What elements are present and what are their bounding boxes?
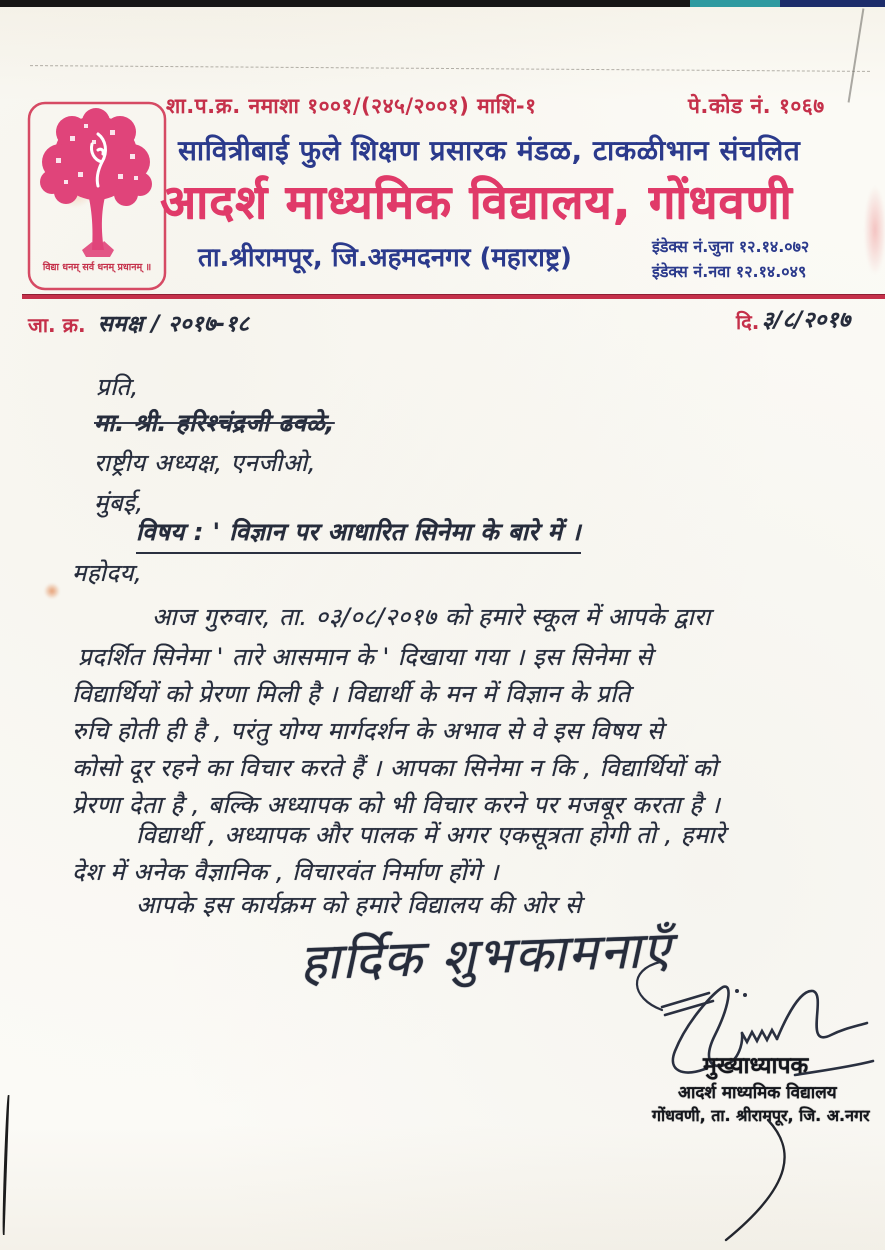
body-line: विद्यार्थी , अध्यापक और पालक में अगर एकसूत्रता होगी तो , हमारे <box>136 821 726 849</box>
body-line: आज गुरुवार, ता. ०३/०८/२०१७ को हमारे स्कूल में आपके द्वारा <box>152 603 711 631</box>
salutation: महोदय, <box>72 559 143 587</box>
society-line: सावित्रीबाई फुले शिक्षण प्रसारक मंडळ, टाकळीभान संचलित <box>178 134 801 167</box>
subject-line: विषय : ' विज्ञान पर आधारित सिनेमा के बारे में । <box>136 515 581 554</box>
body-line: प्रेरणा देता है , बल्कि अध्यापक को भी विचार करने पर मजबूर करता है । <box>72 791 721 819</box>
scan-edge-left-crease <box>2 1095 10 1235</box>
date-label: दि. <box>736 310 760 334</box>
body-line: आपके इस कार्यक्रम को हमारे विद्यालय की ओर से <box>136 891 582 919</box>
closing-wishes: हार्दिक शुभकामनाएँ <box>299 920 674 992</box>
body-line: देश में अनेक वैज्ञानिक , विचारवंत निर्माण होंगे । <box>72 858 499 886</box>
paper-stain-small <box>44 583 60 599</box>
recipient-line: राष्ट्रीय अध्यक्ष, एनजीओ, <box>94 449 316 477</box>
tree-peacock-logo-icon <box>26 100 168 292</box>
pen-curve-icon <box>706 1118 801 1243</box>
school-name: आदर्श माध्यमिक विद्यालय, गोंधवणी <box>160 175 793 230</box>
scan-edge-teal <box>690 0 780 7</box>
signatory-school: आदर्श माध्यमिक विद्यालय <box>678 1083 837 1103</box>
outward-number-label: जा. क्र. <box>28 313 86 337</box>
recipient-line: मुंबई, <box>94 489 144 517</box>
index-new: इंडेक्स नं.नवा १२.१४.०४९ <box>652 262 807 281</box>
body-line: कोसो दूर रहने का विचार करते हैं । आपका सिनेमा न कि , विद्यार्थियों को <box>72 754 718 782</box>
recipient-line: मा. श्री. हरिश्चंद्रजी ढवळे, <box>94 409 335 437</box>
registration-line: शा.प.क्र. नमाशा १००१/(२४५/२००१) माशि-१ <box>166 94 537 118</box>
recipient-line: प्रति, <box>96 373 139 401</box>
body-line: विद्यार्थियों को प्रेरणा मिली है । विद्यार्थी के मन में विज्ञान के प्रति <box>72 680 631 708</box>
svg-text:विद्या धनम् सर्व धनम् प्रधानम्: विद्या धनम् सर्व धनम् प्रधानम् ॥ <box>42 262 152 273</box>
scan-edge-corner <box>848 8 865 102</box>
pe-code: पे.कोड नं. १०६७ <box>688 94 825 118</box>
scan-edge-blue <box>780 0 885 7</box>
signatory-designation: मुख्याध्यापक <box>703 1053 809 1079</box>
school-address: ता.श्रीरामपूर, जि.अहमदनगर (महाराष्ट्र) <box>198 243 572 273</box>
index-numbers <box>652 234 809 284</box>
body-line: प्रदर्शित सिनेमा ' तारे आसमान के ' दिखाया गया । इस सिनेमा से <box>78 643 653 671</box>
body-line: रुचि होती ही है , परंतु योग्य मार्गदर्शन के अभाव से वे इस विषय से <box>72 717 664 745</box>
signatory-address: गोंधवणी, ता. श्रीरामपूर, जि. अ.नगर <box>652 1106 870 1125</box>
paper-stain-right <box>864 185 885 275</box>
school-emblem <box>26 100 168 292</box>
paper-crease <box>30 65 870 72</box>
date-value: ३/८/२०१७ <box>762 308 851 333</box>
letterhead-divider <box>22 294 885 299</box>
outward-number-value: समक्ष / २०१७-१८ <box>98 312 250 337</box>
index-old: इंडेक्स नं.जुना १२.१४.०७२ <box>652 237 810 256</box>
pen-arc-icon <box>612 958 672 1018</box>
